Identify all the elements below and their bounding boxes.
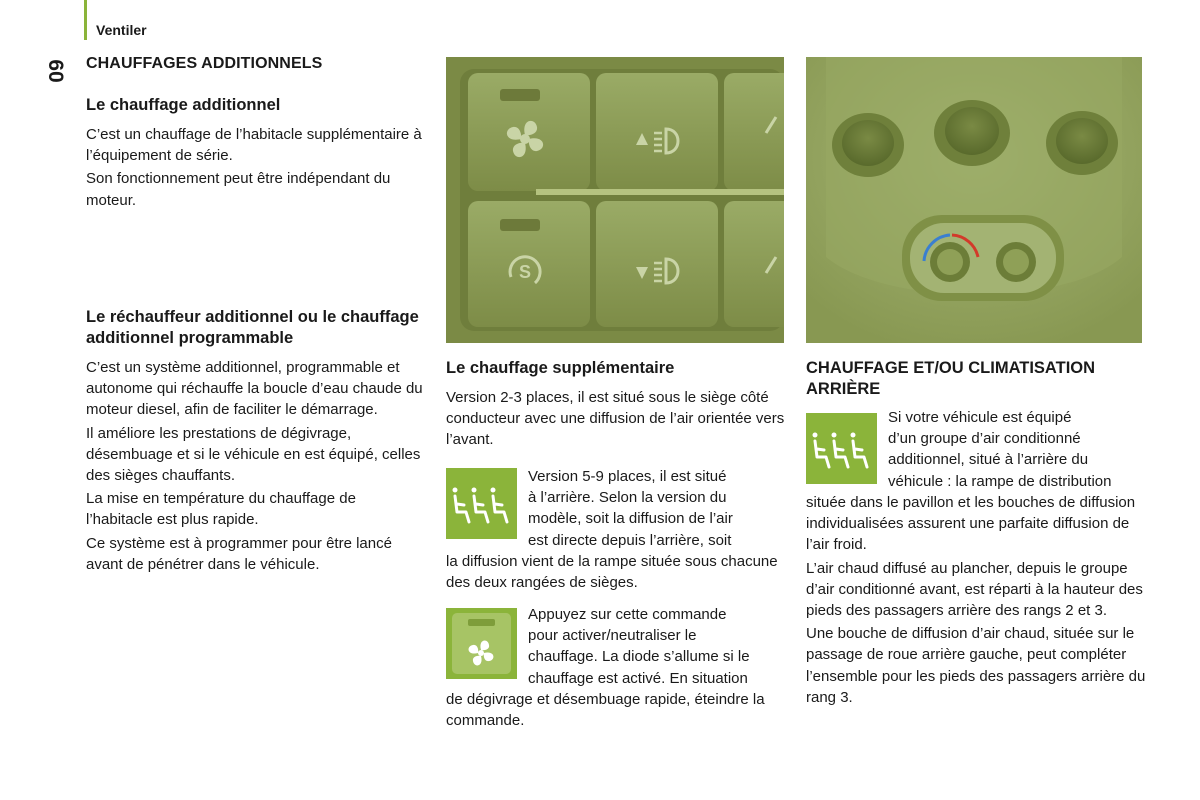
text-line: véhicule : la rampe de distribution <box>888 472 1112 490</box>
text-block-additional-heater <box>86 124 426 211</box>
text-line: chauffage. La diode s’allume si le <box>528 648 750 666</box>
paragraph: Une bouche de diffusion d’air chaud, située sur le passage de roue arrière gauche, peut compléter l’ensemble pour les pieds des passagers arrière du rang 3. <box>806 625 1146 706</box>
svg-text:S: S <box>519 262 532 282</box>
paragraph: Version 2-3 places, il est situé sous le siège côté conducteur avec une diffusion de l’air orientée vers l’avant. <box>446 389 785 449</box>
text-block-command-rest <box>446 689 786 731</box>
paragraph: L’air chaud diffusé au plancher, depuis le groupe d’air conditionné avant, est réparti à la hauteur des pieds des passagers arrière des rangs 2 et 3. <box>806 559 1143 620</box>
page-number: 60 <box>44 59 67 83</box>
subheading-additional-heater: Le chauffage additionnel <box>86 96 281 114</box>
paragraph: La mise en température du chauffage de l’habitacle est plus rapide. <box>86 490 356 529</box>
text-line: modèle, soit la diffusion de l’air <box>528 510 733 528</box>
text-block-version-2-3 <box>446 387 786 451</box>
text-block-rear-ac <box>888 407 1150 492</box>
subheading-supplementary-heating: Le chauffage supplémentaire <box>446 359 675 377</box>
text-line: Appuyez sur cette commande <box>528 606 727 623</box>
dashboard-switches-photo <box>446 57 784 343</box>
paragraph: la diffusion vient de la rampe située sous chacune des deux rangées de sièges. <box>446 553 778 592</box>
text-block-command <box>528 604 788 689</box>
paragraph: Ce système est à programmer pour être lancé avant de pénétrer dans le véhicule. <box>86 534 392 573</box>
paragraph: Son fonctionnement peut être indépendant du moteur. <box>86 170 391 209</box>
ceiling-vents-photo <box>806 57 1142 343</box>
paragraph: située dans le pavillon et les bouches de diffusion individualisées assurent une parfaite diffusion de l’air froid. <box>806 494 1136 554</box>
text-line: Si votre véhicule est équipé <box>888 409 1072 426</box>
text-line: chauffage est activé. En situation <box>528 669 748 687</box>
text-block-version-5-9 <box>528 466 788 551</box>
rear-seats-icon <box>446 468 517 539</box>
text-line: d’un groupe d’air conditionné <box>888 430 1081 448</box>
section-title: Ventiler <box>96 22 147 38</box>
text-block-version-5-9-rest <box>446 551 786 593</box>
text-block-rear-ac-rest <box>806 492 1146 708</box>
text-line: Version 5-9 places, il est situé <box>528 468 727 485</box>
paragraph: C’est un chauffage de l’habitacle supplémentaire à l’équipement de série. <box>86 126 422 165</box>
section-accent-bar <box>84 0 87 40</box>
paragraph: de dégivrage et désembuage rapide, éteindre la commande. <box>446 691 765 730</box>
text-line: pour activer/neutraliser le <box>528 627 697 645</box>
text-block-programmable-heater <box>86 357 426 575</box>
text-line: est directe depuis l’arrière, soit <box>528 531 732 549</box>
rear-seats-icon <box>806 413 877 484</box>
text-line: à l’arrière. Selon la version du <box>528 489 727 507</box>
paragraph: C’est un système additionnel, programmable et autonome qui réchauffe la boucle d’eau chaude du moteur diesel, afin de faciliter le démarrage. <box>86 359 423 419</box>
subheading-rear-climate: CHAUFFAGE ET/OU CLIMATISATION ARRIÈRE <box>806 359 1096 398</box>
paragraph: Il améliore les prestations de dégivrage, désembuage et si le véhicule en est équipé, celles des sièges chauffants. <box>86 424 421 485</box>
subheading-programmable-heater: Le réchauffeur additionnel ou le chauffage additionnel programmable <box>86 308 419 347</box>
main-heading: CHAUFFAGES ADDITIONNELS <box>86 55 323 72</box>
heater-switch-icon <box>446 608 517 679</box>
text-line: additionnel, situé à l’arrière du <box>888 451 1089 469</box>
